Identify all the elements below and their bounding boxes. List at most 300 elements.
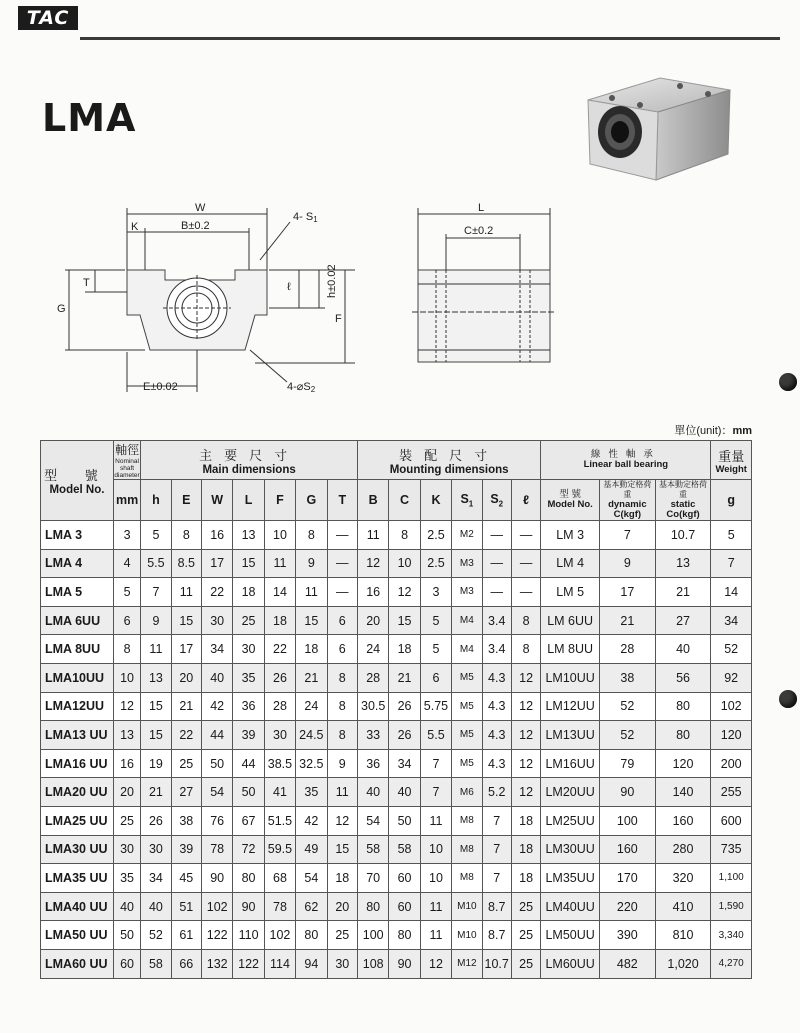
- table-row: [41, 864, 752, 893]
- dim-L: L: [478, 202, 485, 214]
- table-cell: 9: [327, 749, 357, 778]
- col-bearing-model: 型 號 Model No.: [541, 480, 600, 521]
- table-cell: 10: [420, 864, 451, 893]
- model-cell: LMA30 UU: [41, 835, 114, 864]
- table-cell: 21: [171, 692, 201, 721]
- table-row: [41, 806, 752, 835]
- table-cell: M5: [452, 721, 482, 750]
- table-cell: 12: [420, 949, 451, 978]
- table-cell: 25: [511, 949, 540, 978]
- spec-table-body: [41, 521, 752, 979]
- table-cell: —: [482, 578, 511, 607]
- table-cell: 79: [600, 749, 656, 778]
- table-cell: 6: [420, 663, 451, 692]
- table-cell: 7: [420, 778, 451, 807]
- table-cell: 110: [233, 921, 264, 950]
- table-cell: 30: [141, 835, 171, 864]
- table-cell: 92: [711, 663, 752, 692]
- table-cell: 30: [201, 606, 232, 635]
- table-cell: M5: [452, 749, 482, 778]
- table-cell: 11: [327, 778, 357, 807]
- table-cell: 15: [141, 721, 171, 750]
- table-cell: 90: [201, 864, 232, 893]
- table-cell: 7: [482, 806, 511, 835]
- table-cell: 482: [600, 949, 656, 978]
- table-cell: 8.5: [171, 549, 201, 578]
- table-cell: LM 8UU: [541, 635, 600, 664]
- table-cell: 100: [600, 806, 656, 835]
- table-cell: 4: [113, 549, 140, 578]
- table-cell: 17: [600, 578, 656, 607]
- table-cell: LM 4: [541, 549, 600, 578]
- model-cell: LMA50 UU: [41, 921, 114, 950]
- table-cell: 50: [233, 778, 264, 807]
- table-cell: 76: [201, 806, 232, 835]
- table-cell: 35: [296, 778, 327, 807]
- product-photo: [580, 72, 750, 192]
- table-cell: 25: [171, 749, 201, 778]
- model-cell: LMA25 UU: [41, 806, 114, 835]
- col-dynamic: 基本動定格荷重 dynamic C(kgf): [600, 480, 656, 521]
- table-cell: —: [482, 521, 511, 550]
- table-cell: 25: [511, 892, 540, 921]
- header-weight: 重量 Weight: [711, 441, 752, 480]
- table-cell: 32.5: [296, 749, 327, 778]
- header-mount: 裝配尺寸 Mounting dimensions: [357, 441, 540, 480]
- table-cell: 390: [600, 921, 656, 950]
- col-S1: $S_1$: [452, 480, 482, 521]
- table-cell: 600: [711, 806, 752, 835]
- dim-B: B±0.2: [181, 220, 210, 232]
- table-cell: 12: [511, 749, 540, 778]
- table-cell: 10.7: [482, 949, 511, 978]
- table-cell: 8: [389, 521, 420, 550]
- table-cell: 30: [264, 721, 295, 750]
- col-static: 基本動定格荷重 static Co(kgf): [655, 480, 711, 521]
- header-model: 型 號 Model No.: [41, 441, 114, 521]
- table-cell: 14: [264, 578, 295, 607]
- table-cell: 21: [655, 578, 711, 607]
- model-cell: LMA 5: [41, 578, 114, 607]
- table-cell: M4: [452, 606, 482, 635]
- table-row: [41, 778, 752, 807]
- table-cell: 16: [357, 578, 388, 607]
- table-cell: 22: [201, 578, 232, 607]
- table-cell: 11: [357, 521, 388, 550]
- table-cell: 10: [420, 835, 451, 864]
- table-cell: 78: [264, 892, 295, 921]
- table-cell: 2.5: [420, 521, 451, 550]
- table-cell: 15: [171, 606, 201, 635]
- table-cell: 12: [357, 549, 388, 578]
- model-cell: LMA35 UU: [41, 864, 114, 893]
- dim-K: K: [131, 221, 139, 233]
- table-cell: 15: [296, 606, 327, 635]
- table-cell: 44: [233, 749, 264, 778]
- col-E: E: [171, 480, 201, 521]
- table-cell: 40: [201, 663, 232, 692]
- table-cell: 25: [327, 921, 357, 950]
- table-row: [41, 578, 752, 607]
- table-cell: 25: [511, 921, 540, 950]
- table-cell: 13: [655, 549, 711, 578]
- table-cell: 34: [389, 749, 420, 778]
- table-cell: 67: [233, 806, 264, 835]
- table-cell: 38: [600, 663, 656, 692]
- table-cell: M12: [452, 949, 482, 978]
- table-cell: 27: [655, 606, 711, 635]
- table-cell: M5: [452, 692, 482, 721]
- table-cell: 42: [296, 806, 327, 835]
- table-cell: 19: [141, 749, 171, 778]
- table-cell: 5.2: [482, 778, 511, 807]
- table-row: [41, 635, 752, 664]
- table-cell: 20: [327, 892, 357, 921]
- table-cell: 51: [171, 892, 201, 921]
- table-cell: 12: [511, 663, 540, 692]
- table-cell: LM25UU: [541, 806, 600, 835]
- table-row: [41, 835, 752, 864]
- table-cell: 26: [141, 806, 171, 835]
- binder-hole: [779, 690, 797, 708]
- table-cell: 39: [233, 721, 264, 750]
- table-cell: 11: [171, 578, 201, 607]
- header-main: 主要尺寸 Main dimensions: [141, 441, 358, 480]
- table-cell: 810: [655, 921, 711, 950]
- table-row: [41, 692, 752, 721]
- table-row: [41, 892, 752, 921]
- table-cell: 8: [511, 635, 540, 664]
- model-cell: LMA13 UU: [41, 721, 114, 750]
- table-cell: M8: [452, 835, 482, 864]
- table-cell: 3: [113, 521, 140, 550]
- table-cell: 12: [327, 806, 357, 835]
- table-cell: 50: [389, 806, 420, 835]
- table-cell: 7: [711, 549, 752, 578]
- table-cell: 60: [389, 892, 420, 921]
- table-cell: 24.5: [296, 721, 327, 750]
- table-cell: LM13UU: [541, 721, 600, 750]
- table-cell: LM10UU: [541, 663, 600, 692]
- table-cell: 200: [711, 749, 752, 778]
- table-cell: 30.5: [357, 692, 388, 721]
- table-cell: 15: [141, 692, 171, 721]
- model-cell: LMA 3: [41, 521, 114, 550]
- table-cell: 34: [201, 635, 232, 664]
- table-cell: 8: [296, 521, 327, 550]
- table-cell: 120: [655, 749, 711, 778]
- table-cell: M3: [452, 549, 482, 578]
- table-cell: 41: [264, 778, 295, 807]
- col-B: B: [357, 480, 388, 521]
- header-shaft-unit: mm: [113, 480, 140, 521]
- table-cell: 7: [600, 521, 656, 550]
- table-cell: 38: [171, 806, 201, 835]
- table-cell: 1,100: [711, 864, 752, 893]
- table-cell: 80: [655, 721, 711, 750]
- table-cell: —: [511, 549, 540, 578]
- table-cell: 40: [655, 635, 711, 664]
- table-cell: LM 3: [541, 521, 600, 550]
- table-cell: 15: [327, 835, 357, 864]
- brand-logo: TAC: [18, 6, 78, 30]
- table-cell: 26: [389, 692, 420, 721]
- table-cell: M6: [452, 778, 482, 807]
- model-cell: LMA 6UU: [41, 606, 114, 635]
- table-cell: 58: [141, 949, 171, 978]
- table-cell: 61: [171, 921, 201, 950]
- table-cell: 7: [482, 835, 511, 864]
- col-F: F: [264, 480, 295, 521]
- table-cell: 100: [357, 921, 388, 950]
- table-cell: 280: [655, 835, 711, 864]
- table-cell: 160: [600, 835, 656, 864]
- table-cell: 90: [389, 949, 420, 978]
- table-cell: 40: [141, 892, 171, 921]
- spec-table: [40, 440, 752, 979]
- dim-h: h±0.02: [326, 264, 338, 298]
- table-cell: 9: [296, 549, 327, 578]
- table-cell: 20: [171, 663, 201, 692]
- table-cell: 10: [264, 521, 295, 550]
- table-cell: M4: [452, 635, 482, 664]
- model-cell: LMA60 UU: [41, 949, 114, 978]
- table-cell: 8: [113, 635, 140, 664]
- table-row: [41, 549, 752, 578]
- table-cell: 102: [201, 892, 232, 921]
- table-cell: 6: [327, 635, 357, 664]
- dim-F: F: [335, 313, 342, 325]
- table-cell: 220: [600, 892, 656, 921]
- col-weight-unit: g: [711, 480, 752, 521]
- table-cell: 9: [600, 549, 656, 578]
- table-cell: 8.7: [482, 921, 511, 950]
- table-cell: 410: [655, 892, 711, 921]
- table-cell: 60: [113, 949, 140, 978]
- table-cell: 5.5: [141, 549, 171, 578]
- table-cell: 90: [600, 778, 656, 807]
- table-cell: M2: [452, 521, 482, 550]
- table-cell: 52: [141, 921, 171, 950]
- table-cell: 90: [233, 892, 264, 921]
- table-cell: LM50UU: [541, 921, 600, 950]
- unit-label: 單位(unit)：mm: [674, 425, 752, 437]
- table-cell: 11: [420, 806, 451, 835]
- table-cell: 21: [600, 606, 656, 635]
- table-cell: 18: [233, 578, 264, 607]
- table-cell: LM16UU: [541, 749, 600, 778]
- table-cell: 9: [141, 606, 171, 635]
- table-cell: 52: [600, 721, 656, 750]
- table-cell: 56: [655, 663, 711, 692]
- table-cell: 62: [296, 892, 327, 921]
- table-cell: 78: [201, 835, 232, 864]
- table-cell: 80: [233, 864, 264, 893]
- table-cell: 17: [171, 635, 201, 664]
- table-cell: 35: [113, 864, 140, 893]
- table-cell: 12: [511, 721, 540, 750]
- table-cell: 52: [711, 635, 752, 664]
- table-cell: 40: [113, 892, 140, 921]
- table-row: [41, 749, 752, 778]
- dim-S1: 4- S1: [293, 211, 318, 224]
- table-cell: 18: [511, 835, 540, 864]
- table-cell: 12: [511, 778, 540, 807]
- table-cell: 5: [141, 521, 171, 550]
- table-cell: 72: [233, 835, 264, 864]
- col-L: L: [233, 480, 264, 521]
- header-shaft: 軸徑 Nominal shaft diameter: [113, 441, 140, 480]
- model-cell: LMA10UU: [41, 663, 114, 692]
- model-cell: LMA 8UU: [41, 635, 114, 664]
- table-cell: 5: [711, 521, 752, 550]
- table-cell: LM30UU: [541, 835, 600, 864]
- table-cell: LM 6UU: [541, 606, 600, 635]
- dim-l: ℓ: [287, 281, 291, 293]
- table-cell: 21: [389, 663, 420, 692]
- table-cell: 108: [357, 949, 388, 978]
- table-cell: 8: [327, 721, 357, 750]
- table-cell: 42: [201, 692, 232, 721]
- table-cell: 11: [296, 578, 327, 607]
- dim-E: E±0.02: [143, 381, 178, 393]
- table-cell: 114: [264, 949, 295, 978]
- table-cell: 140: [655, 778, 711, 807]
- table-cell: 4.3: [482, 663, 511, 692]
- table-cell: LM20UU: [541, 778, 600, 807]
- table-cell: 4.3: [482, 692, 511, 721]
- table-cell: 1,590: [711, 892, 752, 921]
- table-cell: 320: [655, 864, 711, 893]
- table-cell: LM60UU: [541, 949, 600, 978]
- table-cell: 6: [113, 606, 140, 635]
- table-cell: 8: [511, 606, 540, 635]
- table-cell: M8: [452, 864, 482, 893]
- table-cell: 30: [327, 949, 357, 978]
- model-cell: LMA16 UU: [41, 749, 114, 778]
- table-cell: 17: [201, 549, 232, 578]
- dim-C: C±0.2: [464, 225, 494, 237]
- table-cell: 12: [511, 692, 540, 721]
- table-cell: 13: [113, 721, 140, 750]
- table-cell: 10.7: [655, 521, 711, 550]
- page-title: LMA: [42, 96, 137, 140]
- table-cell: 18: [327, 864, 357, 893]
- table-cell: 102: [264, 921, 295, 950]
- side-view-drawing: [410, 200, 560, 370]
- table-row: [41, 663, 752, 692]
- front-view-drawing: [55, 200, 365, 400]
- table-cell: 34: [711, 606, 752, 635]
- table-cell: 80: [389, 921, 420, 950]
- table-cell: 54: [201, 778, 232, 807]
- col-C: C: [389, 480, 420, 521]
- col-h: h: [141, 480, 171, 521]
- col-l: ℓ: [511, 480, 540, 521]
- table-cell: 68: [264, 864, 295, 893]
- table-cell: 13: [233, 521, 264, 550]
- table-cell: LM40UU: [541, 892, 600, 921]
- table-cell: 15: [389, 606, 420, 635]
- table-cell: 18: [511, 806, 540, 835]
- table-cell: 735: [711, 835, 752, 864]
- table-cell: 15: [233, 549, 264, 578]
- table-cell: 3,340: [711, 921, 752, 950]
- table-cell: —: [511, 521, 540, 550]
- table-cell: 36: [357, 749, 388, 778]
- table-cell: 30: [233, 635, 264, 664]
- table-row: [41, 921, 752, 950]
- header-bearing: 線性軸承 Linear ball bearing: [541, 441, 711, 480]
- table-cell: 8: [171, 521, 201, 550]
- table-cell: —: [511, 578, 540, 607]
- dim-S2: 4-⌀S2: [287, 381, 316, 394]
- table-cell: 58: [389, 835, 420, 864]
- table-cell: 1,020: [655, 949, 711, 978]
- table-cell: 20: [357, 606, 388, 635]
- table-cell: 35: [233, 663, 264, 692]
- table-cell: 255: [711, 778, 752, 807]
- table-cell: 122: [233, 949, 264, 978]
- table-cell: 22: [171, 721, 201, 750]
- table-cell: —: [327, 549, 357, 578]
- table-cell: 49: [296, 835, 327, 864]
- table-cell: M10: [452, 892, 482, 921]
- table-cell: 3.4: [482, 635, 511, 664]
- table-cell: 20: [113, 778, 140, 807]
- table-cell: 4,270: [711, 949, 752, 978]
- table-cell: 11: [264, 549, 295, 578]
- table-cell: 21: [141, 778, 171, 807]
- table-cell: 80: [296, 921, 327, 950]
- table-cell: 4.3: [482, 721, 511, 750]
- table-cell: 25: [113, 806, 140, 835]
- table-cell: M3: [452, 578, 482, 607]
- col-W: W: [201, 480, 232, 521]
- col-T: T: [327, 480, 357, 521]
- col-K: K: [420, 480, 451, 521]
- table-cell: 8: [327, 663, 357, 692]
- table-cell: —: [327, 578, 357, 607]
- table-cell: M8: [452, 806, 482, 835]
- table-cell: 170: [600, 864, 656, 893]
- table-cell: 5.75: [420, 692, 451, 721]
- model-cell: LMA 4: [41, 549, 114, 578]
- table-row: [41, 606, 752, 635]
- table-cell: 54: [296, 864, 327, 893]
- table-cell: 4.3: [482, 749, 511, 778]
- table-cell: 11: [420, 921, 451, 950]
- table-cell: 13: [141, 663, 171, 692]
- table-cell: 40: [389, 778, 420, 807]
- table-cell: 102: [711, 692, 752, 721]
- table-cell: 160: [655, 806, 711, 835]
- table-cell: 60: [389, 864, 420, 893]
- table-cell: 30: [113, 835, 140, 864]
- table-row: [41, 521, 752, 550]
- table-row: [41, 721, 752, 750]
- table-cell: 54: [357, 806, 388, 835]
- table-cell: 18: [389, 635, 420, 664]
- dim-G: G: [57, 303, 66, 315]
- model-cell: LMA12UU: [41, 692, 114, 721]
- table-cell: 3.4: [482, 606, 511, 635]
- table-cell: LM35UU: [541, 864, 600, 893]
- table-cell: 5: [420, 635, 451, 664]
- table-cell: 132: [201, 949, 232, 978]
- table-cell: 28: [264, 692, 295, 721]
- col-G: G: [296, 480, 327, 521]
